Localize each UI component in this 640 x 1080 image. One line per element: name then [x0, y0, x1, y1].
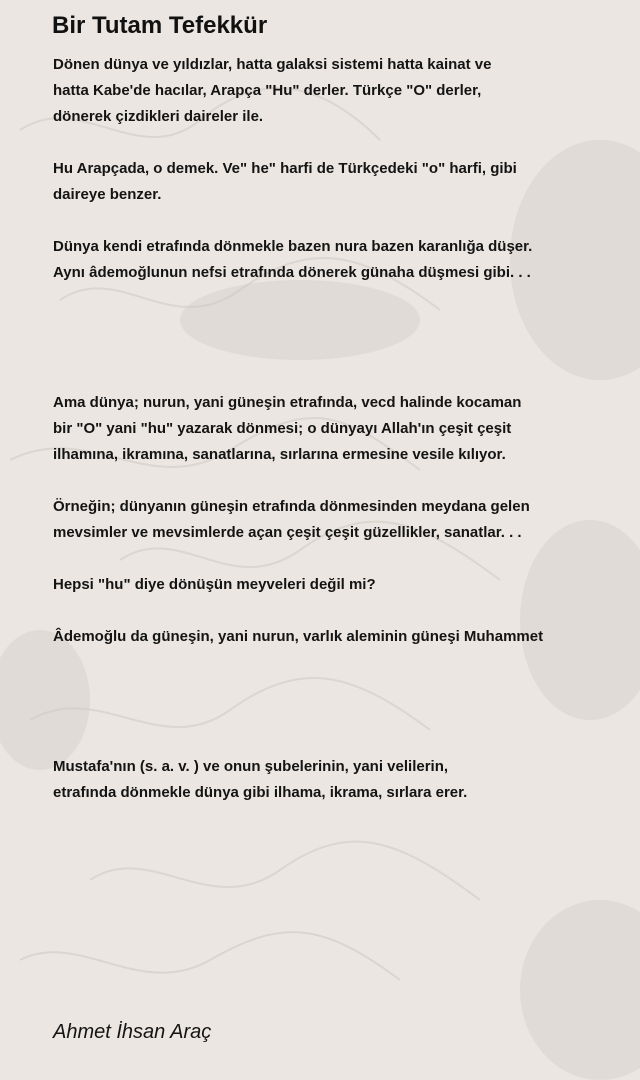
poem-line: Örneğin; dünyanın güneşin etrafında dönmesinden meydana gelen [53, 498, 530, 515]
poem-line: Aynı âdemoğlunun nefsi etrafında dönerek günaha düşmesi gibi. . . [53, 264, 531, 281]
stanza-gap [53, 208, 623, 234]
poem-line: daireye benzer. [53, 186, 162, 203]
stanza-gap-large [53, 286, 623, 390]
poem-line: Dünya kendi etrafında dönmekle bazen nura bazen karanlığa düşer. [53, 238, 533, 255]
poem-line: Ama dünya; nurun, yani güneşin etrafında, vecd halinde kocaman [53, 394, 522, 411]
poem-line: mevsimler ve mevsimlerde açan çeşit çeşit güzellikler, sanatlar. . . [53, 524, 522, 541]
poem-line: Âdemoğlu da güneşin, yani nurun, varlık aleminin güneşi Muhammet [53, 628, 544, 645]
stanza-gap [53, 468, 623, 494]
stanza-gap-large [53, 650, 623, 754]
poem-line: etrafında dönmekle dünya gibi ilhama, ikrama, sırlara erer. [53, 784, 468, 801]
poem-line: Hu Arapçada, o demek. Ve" he" harfi de Türkçedeki "o" harfi, gibi [53, 160, 517, 177]
poem-author: Ahmet İhsan Araç [53, 1021, 212, 1043]
poem-line: dönerek çizdikleri daireler ile. [53, 108, 264, 125]
stanza-gap [53, 546, 623, 572]
poem-line: hatta Kabe'de hacılar, Arapça "Hu" derler. Türkçe "O" derler, [53, 82, 482, 99]
poem-line: Mustafa'nın (s. a. v. ) ve onun şubelerinin, yani velilerin, [53, 758, 449, 775]
stanza-gap [53, 130, 623, 156]
poem-body [53, 52, 623, 806]
stanza-gap [53, 598, 623, 624]
poem-line: Dönen dünya ve yıldızlar, hatta galaksi sistemi hatta kainat ve [53, 56, 492, 73]
poem-line: Hepsi "hu" diye dönüşün meyveleri değil mi? [53, 576, 376, 593]
poem-title: Bir Tutam Tefekkür [52, 12, 268, 39]
poem-line: ilhamına, ikramına, sanatlarına, sırlarına ermesine vesile kılıyor. [53, 446, 506, 463]
poem-line: bir "O" yani "hu" yazarak dönmesi; o dünyayı Allah'ın çeşit çeşit [53, 420, 512, 437]
